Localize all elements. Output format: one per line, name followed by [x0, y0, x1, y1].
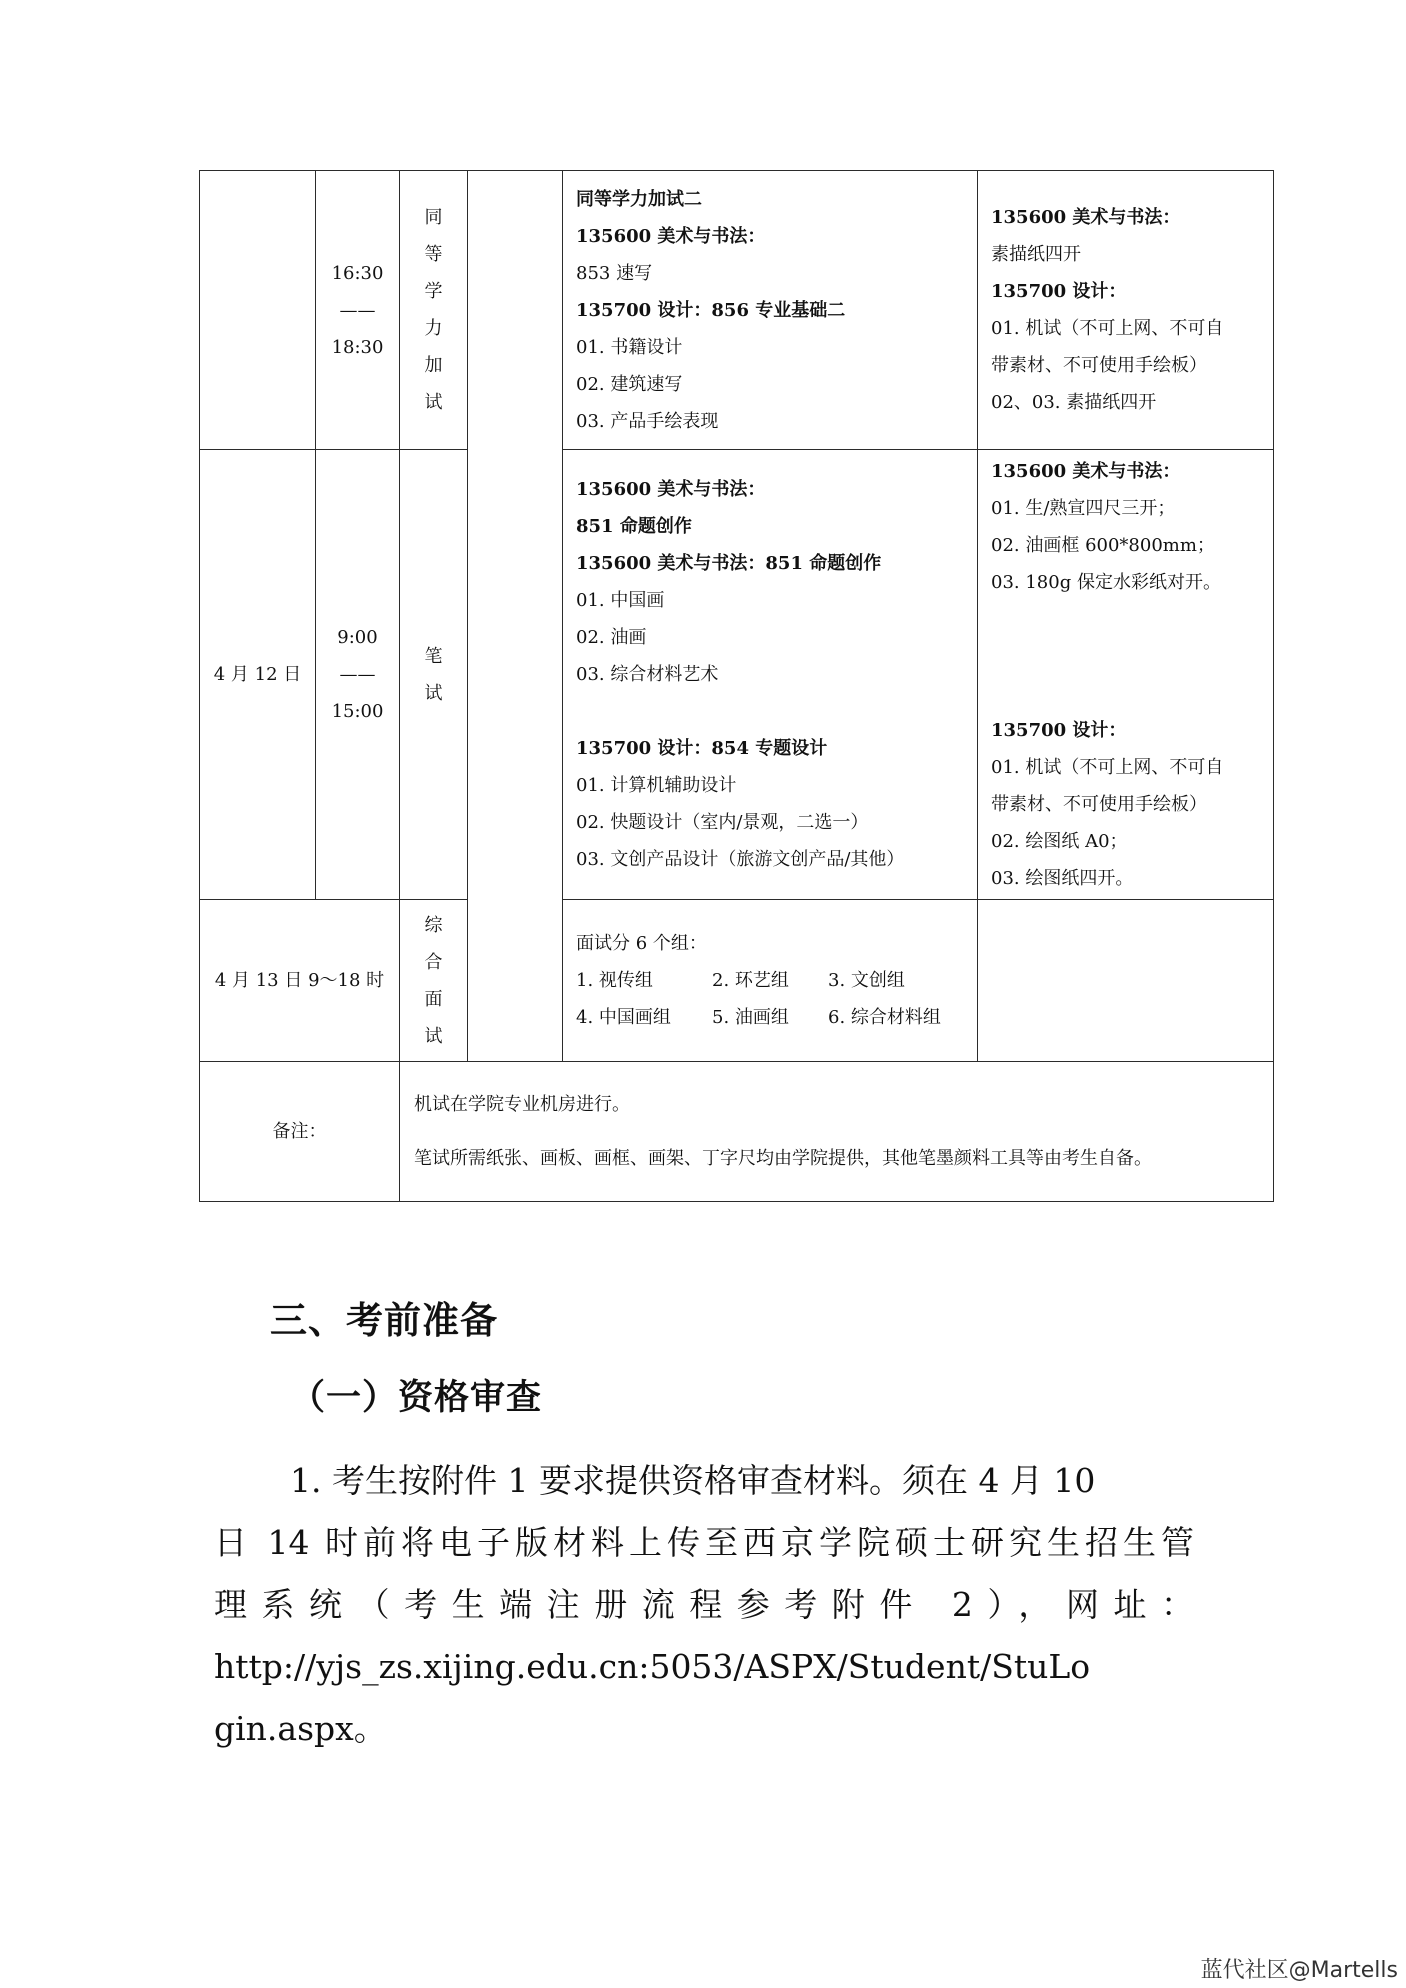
subject-cell — [563, 171, 978, 450]
time-start: 9:00 — [337, 627, 378, 648]
group-item: 4. 中国画组 — [576, 1007, 671, 1028]
remark-line: 笔试所需纸张、画板、画框、画架、丁字尺均由学院提供，其他笔墨颜料工具等由考生自备。 — [414, 1147, 1152, 1169]
material-line: 带素材、不可使用手绘板） — [991, 793, 1207, 815]
spacer — [576, 693, 965, 730]
subject-line: 02. 油画 — [576, 627, 647, 648]
paragraph-line: 1. 考生按附件 1 要求提供资格审查材料。须在 4 月 10 — [290, 1461, 1096, 1500]
subject-line: 01. 中国画 — [576, 590, 665, 611]
subject-line: 135600 美术与书法： — [576, 225, 766, 247]
date-cell — [200, 171, 316, 450]
time-dash: —— — [339, 299, 376, 321]
subject-line: 01. 计算机辅助设计 — [576, 775, 737, 796]
paragraph-line: 日 14 时前将电子版材料上传至西京学院硕士研究生招生管 — [214, 1523, 1194, 1562]
material-line: 135600 美术与书法： — [991, 460, 1181, 482]
watermark: 蓝代社区@Martells — [1200, 1958, 1398, 1983]
subject-cell — [563, 900, 978, 1062]
material-line: 135700 设计： — [991, 719, 1127, 741]
materials-cell — [978, 171, 1274, 450]
material-line: 带素材、不可使用手绘板） — [991, 355, 1207, 376]
datetime-cell: 4 月 13 日 9～18 时 — [200, 900, 400, 1062]
material-line: 135600 美术与书法： — [991, 207, 1181, 228]
exam-type: 笔试 — [424, 645, 443, 704]
table-row — [200, 171, 1274, 450]
exam-type-cell — [400, 900, 468, 1062]
material-line: 03. 180g 保定水彩纸对开。 — [991, 571, 1221, 593]
spacer — [991, 638, 1261, 675]
materials-cell — [978, 450, 1274, 900]
exam-type: 综合面试 — [424, 914, 443, 1047]
material-line: 01. 生/熟宣四尺三开； — [991, 497, 1176, 519]
group-item: 2. 环艺组 — [712, 970, 789, 991]
subject-line: 03. 文创产品设计（旅游文创产品/其他） — [576, 849, 905, 870]
subject-line: 853 速写 — [576, 262, 653, 284]
exam-type: 同等学力加试 — [424, 207, 443, 413]
material-line: 02. 油画框 600*800mm； — [991, 534, 1215, 556]
time-end: 18:30 — [331, 336, 384, 358]
table-row — [200, 450, 1274, 900]
material-line: 135700 设计： — [991, 281, 1127, 302]
subject-line: 135700 设计：856 专业基础二 — [576, 299, 846, 321]
subject-line: 01. 书籍设计 — [576, 336, 683, 358]
blank-cell — [468, 171, 563, 1062]
subject-line: 851 命题创作 — [576, 516, 692, 537]
material-line: 02. 绘图纸 A0； — [991, 830, 1128, 852]
remarks-cell — [400, 1062, 1274, 1202]
subject-line: 02. 快题设计（室内/景观，二选一） — [576, 812, 869, 833]
time-end: 15:00 — [331, 701, 384, 722]
materials-cell — [978, 900, 1274, 1062]
subject-line: 135600 美术与书法：851 命题创作 — [576, 553, 882, 574]
paragraph-line: http://yjs_zs.xijing.edu.cn:5053/ASPX/Student/StuLo — [214, 1647, 1091, 1686]
material-line: 素描纸四开 — [991, 244, 1081, 265]
group-item: 1. 视传组 — [576, 970, 653, 991]
group-item: 3. 文创组 — [828, 970, 905, 991]
material-line: 03. 绘图纸四开。 — [991, 867, 1134, 889]
remark-line: 机试在学院专业机房进行。 — [414, 1093, 630, 1115]
subject-cell — [563, 450, 978, 900]
table-row — [200, 900, 1274, 1062]
exam-schedule-table — [199, 170, 1274, 1202]
spacer — [991, 601, 1261, 638]
paragraph-line: 理系统（考生端注册流程参考附件 2），网址： — [214, 1585, 1194, 1624]
interview-intro: 面试分 6 个组： — [576, 933, 707, 954]
subject-line: 135700 设计：854 专题设计 — [576, 738, 828, 759]
group-item: 5. 油画组 — [712, 1007, 789, 1028]
remarks-label: 备注： — [200, 1062, 400, 1202]
exam-type-cell — [400, 450, 468, 900]
date-cell: 4 月 12 日 — [200, 450, 316, 900]
paragraph-line: gin.aspx。 — [214, 1709, 387, 1748]
spacer — [991, 675, 1261, 712]
subject-line: 02. 建筑速写 — [576, 373, 683, 395]
time-dash: —— — [339, 664, 376, 685]
subject-line: 03. 产品手绘表现 — [576, 410, 719, 432]
section-heading: 三、考前准备 — [270, 1299, 498, 1342]
time-start: 16:30 — [331, 262, 384, 284]
subject-line: 03. 综合材料艺术 — [576, 664, 719, 685]
material-line: 01. 机试（不可上网、不可自 — [991, 756, 1224, 778]
time-cell — [316, 171, 400, 450]
interview-groups — [576, 962, 965, 1036]
body-paragraph — [214, 1450, 1194, 1760]
exam-type-cell — [400, 171, 468, 450]
subject-line: 135600 美术与书法： — [576, 479, 766, 500]
subject-line: 同等学力加试二 — [576, 188, 702, 210]
table-row — [200, 1062, 1274, 1202]
material-line: 02、03. 素描纸四开 — [991, 392, 1157, 413]
time-cell — [316, 450, 400, 900]
material-line: 01. 机试（不可上网、不可自 — [991, 318, 1224, 339]
subsection-heading: （一）资格审查 — [290, 1378, 543, 1418]
group-item: 6. 综合材料组 — [828, 1007, 941, 1028]
